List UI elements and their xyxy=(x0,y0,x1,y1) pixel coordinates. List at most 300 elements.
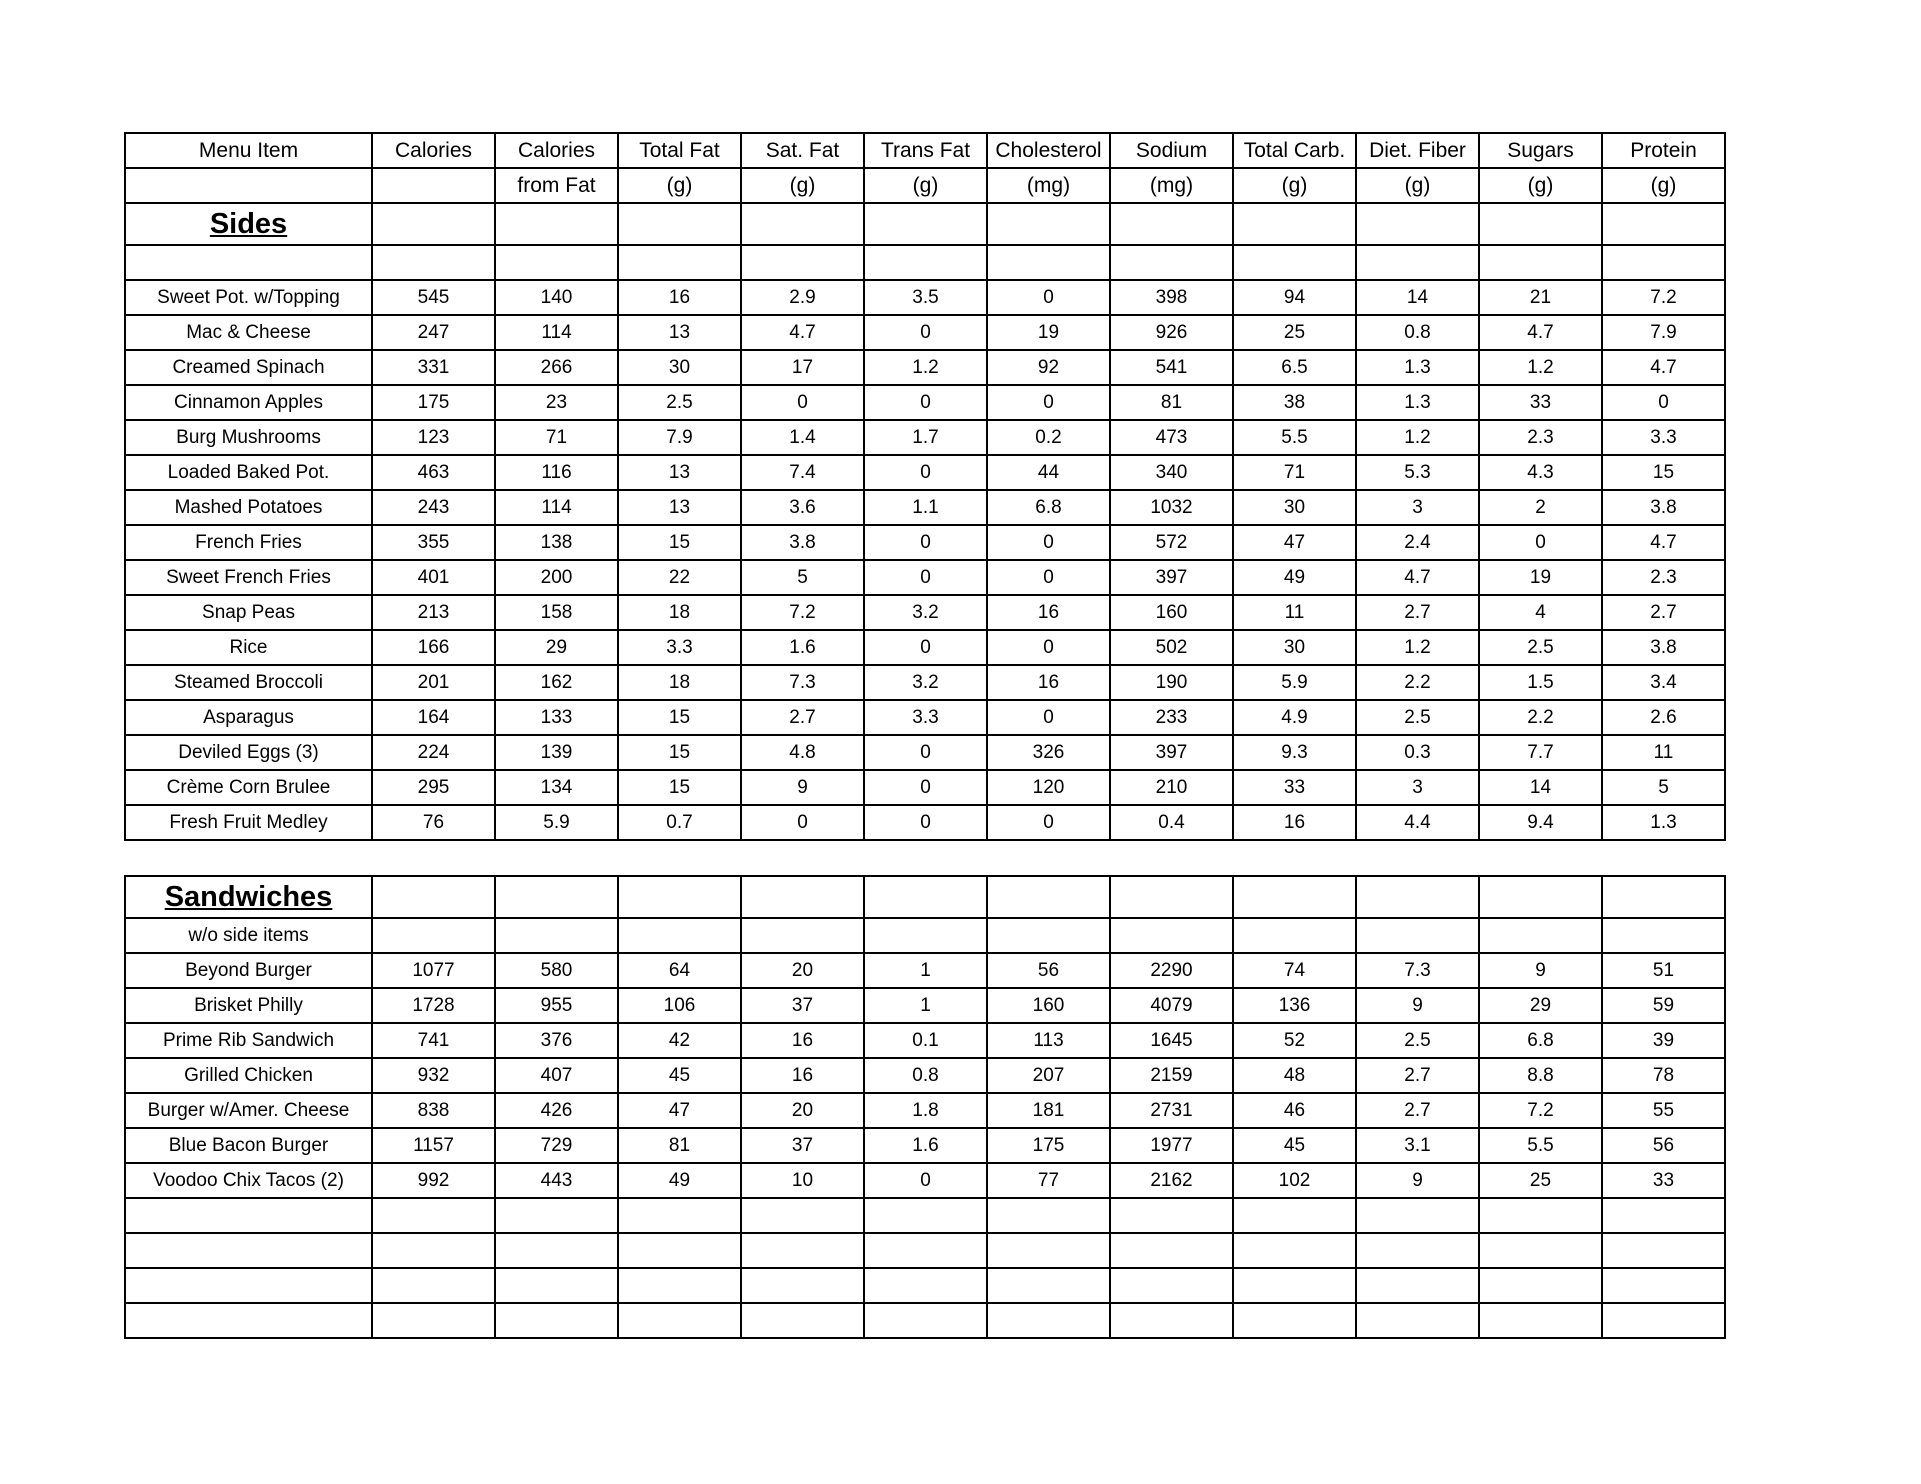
menu-item-name: Fresh Fruit Medley xyxy=(125,805,372,840)
empty-cell xyxy=(1110,203,1233,245)
empty-cell xyxy=(1479,1198,1602,1233)
nutrition-value: 0 xyxy=(864,385,987,420)
empty-cell xyxy=(987,1303,1110,1338)
nutrition-value: 64 xyxy=(618,953,741,988)
nutrition-value: 7.4 xyxy=(741,455,864,490)
empty-cell xyxy=(495,203,618,245)
table-row xyxy=(125,988,1725,1023)
nutrition-value: 3.3 xyxy=(864,700,987,735)
nutrition-value: 0 xyxy=(987,560,1110,595)
nutrition-value: 7.2 xyxy=(1602,280,1725,315)
empty-cell xyxy=(1602,1233,1725,1268)
nutrition-value: 30 xyxy=(618,350,741,385)
nutrition-value: 1.7 xyxy=(864,420,987,455)
nutrition-value: 0.8 xyxy=(864,1058,987,1093)
empty-cell xyxy=(372,1233,495,1268)
empty-cell xyxy=(372,1268,495,1303)
table-row xyxy=(125,490,1725,525)
nutrition-value: 1.2 xyxy=(1356,630,1479,665)
empty-cell xyxy=(864,1268,987,1303)
table-row xyxy=(125,1163,1725,1198)
nutrition-value: 3.8 xyxy=(741,525,864,560)
empty-cell xyxy=(1602,245,1725,280)
table-row xyxy=(125,770,1725,805)
nutrition-value: 37 xyxy=(741,1128,864,1163)
nutrition-value: 3.5 xyxy=(864,280,987,315)
empty-cell xyxy=(495,1198,618,1233)
nutrition-value: 94 xyxy=(1233,280,1356,315)
menu-item-name: Beyond Burger xyxy=(125,953,372,988)
nutrition-value: 2162 xyxy=(1110,1163,1233,1198)
menu-item-name: Creamed Spinach xyxy=(125,350,372,385)
nutrition-value: 18 xyxy=(618,595,741,630)
empty-cell xyxy=(987,1268,1110,1303)
empty-cell xyxy=(1233,1303,1356,1338)
nutrition-value: 401 xyxy=(372,560,495,595)
nutrition-value: 5.5 xyxy=(1479,1128,1602,1163)
nutrition-value: 224 xyxy=(372,735,495,770)
nutrition-value: 0 xyxy=(987,525,1110,560)
empty-cell xyxy=(864,203,987,245)
nutrition-value: 5.5 xyxy=(1233,420,1356,455)
empty-cell xyxy=(372,876,495,918)
nutrition-value: 2.4 xyxy=(1356,525,1479,560)
column-header: Diet. Fiber xyxy=(1356,133,1479,168)
nutrition-value: 4.3 xyxy=(1479,455,1602,490)
menu-item-name: Mashed Potatoes xyxy=(125,490,372,525)
nutrition-value: 3.8 xyxy=(1602,490,1725,525)
empty-cell xyxy=(1356,876,1479,918)
table-row xyxy=(125,525,1725,560)
empty-cell xyxy=(1356,1233,1479,1268)
nutrition-value: 45 xyxy=(618,1058,741,1093)
nutrition-value: 134 xyxy=(495,770,618,805)
table-row xyxy=(125,805,1725,840)
column-header: Menu Item xyxy=(125,133,372,168)
empty-cell xyxy=(864,245,987,280)
nutrition-value: 0 xyxy=(864,630,987,665)
nutrition-value: 4 xyxy=(1479,595,1602,630)
nutrition-value: 243 xyxy=(372,490,495,525)
menu-item-name: Blue Bacon Burger xyxy=(125,1128,372,1163)
nutrition-value: 1077 xyxy=(372,953,495,988)
nutrition-value: 29 xyxy=(1479,988,1602,1023)
nutrition-value: 932 xyxy=(372,1058,495,1093)
nutrition-value: 397 xyxy=(1110,560,1233,595)
nutrition-value: 16 xyxy=(1233,805,1356,840)
nutrition-value: 2159 xyxy=(1110,1058,1233,1093)
empty-cell xyxy=(618,876,741,918)
nutrition-value: 13 xyxy=(618,455,741,490)
nutrition-value: 16 xyxy=(987,665,1110,700)
nutrition-value: 9 xyxy=(741,770,864,805)
empty-cell xyxy=(1479,203,1602,245)
nutrition-value: 9 xyxy=(1479,953,1602,988)
nutrition-value: 1.2 xyxy=(1356,420,1479,455)
menu-item-name: Mac & Cheese xyxy=(125,315,372,350)
nutrition-value: 1.6 xyxy=(864,1128,987,1163)
empty-cell xyxy=(1110,245,1233,280)
nutrition-value: 25 xyxy=(1233,315,1356,350)
nutrition-value: 160 xyxy=(987,988,1110,1023)
empty-cell xyxy=(495,876,618,918)
nutrition-value: 2.7 xyxy=(1602,595,1725,630)
nutrition-value: 210 xyxy=(1110,770,1233,805)
nutrition-value: 473 xyxy=(1110,420,1233,455)
nutrition-value: 1.2 xyxy=(864,350,987,385)
table-row xyxy=(125,280,1725,315)
column-header: Calories xyxy=(372,133,495,168)
nutrition-value: 0 xyxy=(864,315,987,350)
nutrition-value: 331 xyxy=(372,350,495,385)
blank-row xyxy=(125,1268,1725,1303)
nutrition-value: 4.4 xyxy=(1356,805,1479,840)
nutrition-value: 160 xyxy=(1110,595,1233,630)
empty-cell xyxy=(125,1198,372,1233)
nutrition-value: 1032 xyxy=(1110,490,1233,525)
nutrition-value: 81 xyxy=(618,1128,741,1163)
nutrition-value: 376 xyxy=(495,1023,618,1058)
column-header xyxy=(125,168,372,203)
empty-cell xyxy=(125,245,372,280)
empty-cell xyxy=(1602,1303,1725,1338)
nutrition-value: 3.2 xyxy=(864,595,987,630)
column-header: Sat. Fat xyxy=(741,133,864,168)
empty-cell xyxy=(1602,876,1725,918)
nutrition-value: 56 xyxy=(1602,1128,1725,1163)
menu-item-name: Voodoo Chix Tacos (2) xyxy=(125,1163,372,1198)
column-header: (g) xyxy=(1356,168,1479,203)
nutrition-value: 11 xyxy=(1602,735,1725,770)
nutrition-value: 326 xyxy=(987,735,1110,770)
nutrition-value: 47 xyxy=(1233,525,1356,560)
sides-title xyxy=(125,203,372,245)
nutrition-value: 14 xyxy=(1356,280,1479,315)
nutrition-value: 16 xyxy=(618,280,741,315)
nutrition-value: 49 xyxy=(618,1163,741,1198)
nutrition-value: 17 xyxy=(741,350,864,385)
nutrition-value: 116 xyxy=(495,455,618,490)
nutrition-value: 4.7 xyxy=(1479,315,1602,350)
nutrition-value: 5.9 xyxy=(495,805,618,840)
nutrition-value: 2.7 xyxy=(1356,1093,1479,1128)
column-header: Protein xyxy=(1602,133,1725,168)
nutrition-value: 13 xyxy=(618,490,741,525)
empty-cell xyxy=(741,245,864,280)
empty-cell xyxy=(741,1303,864,1338)
nutrition-value: 0.4 xyxy=(1110,805,1233,840)
empty-cell xyxy=(1602,918,1725,953)
empty-cell xyxy=(1110,1198,1233,1233)
empty-cell xyxy=(1233,203,1356,245)
empty-cell xyxy=(1233,245,1356,280)
nutrition-value: 20 xyxy=(741,1093,864,1128)
section-title-row xyxy=(125,876,1725,918)
empty-cell xyxy=(1479,245,1602,280)
nutrition-value: 0.3 xyxy=(1356,735,1479,770)
nutrition-value: 175 xyxy=(372,385,495,420)
nutrition-value: 3 xyxy=(1356,770,1479,805)
table-row xyxy=(125,1058,1725,1093)
empty-cell xyxy=(618,1303,741,1338)
nutrition-value: 0 xyxy=(864,525,987,560)
empty-cell xyxy=(618,203,741,245)
empty-cell xyxy=(1233,1268,1356,1303)
nutrition-value: 0 xyxy=(864,735,987,770)
empty-cell xyxy=(495,245,618,280)
nutrition-value: 0 xyxy=(1479,525,1602,560)
menu-item-name: French Fries xyxy=(125,525,372,560)
empty-cell xyxy=(741,1198,864,1233)
nutrition-value: 2 xyxy=(1479,490,1602,525)
nutrition-value: 0.2 xyxy=(987,420,1110,455)
sides-table xyxy=(124,132,1726,841)
nutrition-value: 8.8 xyxy=(1479,1058,1602,1093)
nutrition-value: 9.3 xyxy=(1233,735,1356,770)
nutrition-value: 38 xyxy=(1233,385,1356,420)
nutrition-value: 162 xyxy=(495,665,618,700)
nutrition-value: 0.1 xyxy=(864,1023,987,1058)
nutrition-value: 5 xyxy=(1602,770,1725,805)
menu-item-name: Deviled Eggs (3) xyxy=(125,735,372,770)
nutrition-value: 0 xyxy=(864,805,987,840)
nutrition-value: 48 xyxy=(1233,1058,1356,1093)
menu-item-name: Asparagus xyxy=(125,700,372,735)
table-row xyxy=(125,735,1725,770)
nutrition-value: 139 xyxy=(495,735,618,770)
nutrition-value: 247 xyxy=(372,315,495,350)
nutrition-value: 2.6 xyxy=(1602,700,1725,735)
nutrition-value: 52 xyxy=(1233,1023,1356,1058)
empty-cell xyxy=(1110,1268,1233,1303)
sandwiches-subtitle: w/o side items xyxy=(125,918,372,953)
nutrition-value: 1.6 xyxy=(741,630,864,665)
menu-item-name: Grilled Chicken xyxy=(125,1058,372,1093)
column-header: (g) xyxy=(1602,168,1725,203)
menu-item-name: Crème Corn Brulee xyxy=(125,770,372,805)
empty-cell xyxy=(495,1233,618,1268)
table-row xyxy=(125,700,1725,735)
nutrition-value: 0 xyxy=(864,770,987,805)
empty-cell xyxy=(1479,876,1602,918)
nutrition-value: 213 xyxy=(372,595,495,630)
column-header: (mg) xyxy=(987,168,1110,203)
nutrition-value: 56 xyxy=(987,953,1110,988)
nutrition-value: 2.7 xyxy=(741,700,864,735)
nutrition-value: 2.3 xyxy=(1602,560,1725,595)
menu-item-name: Steamed Broccoli xyxy=(125,665,372,700)
column-header: Sugars xyxy=(1479,133,1602,168)
menu-item-name: Loaded Baked Pot. xyxy=(125,455,372,490)
empty-cell xyxy=(372,1303,495,1338)
nutrition-value: 16 xyxy=(987,595,1110,630)
nutrition-value: 1157 xyxy=(372,1128,495,1163)
nutrition-value: 0 xyxy=(741,805,864,840)
nutrition-value: 0 xyxy=(987,385,1110,420)
nutrition-value: 14 xyxy=(1479,770,1602,805)
nutrition-value: 1.8 xyxy=(864,1093,987,1128)
table-row xyxy=(125,1128,1725,1163)
nutrition-value: 2.7 xyxy=(1356,595,1479,630)
menu-item-name: Cinnamon Apples xyxy=(125,385,372,420)
nutrition-value: 0 xyxy=(987,700,1110,735)
nutrition-value: 51 xyxy=(1602,953,1725,988)
table-row xyxy=(125,315,1725,350)
nutrition-value: 1.5 xyxy=(1479,665,1602,700)
sides-heading: Sides xyxy=(209,207,288,240)
header-row xyxy=(125,168,1725,203)
empty-cell xyxy=(987,203,1110,245)
column-header: Sodium xyxy=(1110,133,1233,168)
nutrition-value: 166 xyxy=(372,630,495,665)
nutrition-value: 443 xyxy=(495,1163,618,1198)
table-row xyxy=(125,595,1725,630)
nutrition-value: 18 xyxy=(618,665,741,700)
nutrition-value: 29 xyxy=(495,630,618,665)
nutrition-value: 741 xyxy=(372,1023,495,1058)
nutrition-value: 4079 xyxy=(1110,988,1233,1023)
nutrition-value: 340 xyxy=(1110,455,1233,490)
nutrition-value: 16 xyxy=(741,1023,864,1058)
empty-cell xyxy=(864,1233,987,1268)
nutrition-value: 44 xyxy=(987,455,1110,490)
nutrition-value: 123 xyxy=(372,420,495,455)
nutrition-value: 0 xyxy=(1602,385,1725,420)
nutrition-value: 0 xyxy=(987,805,1110,840)
nutrition-value: 21 xyxy=(1479,280,1602,315)
nutrition-value: 19 xyxy=(1479,560,1602,595)
nutrition-value: 580 xyxy=(495,953,618,988)
empty-cell xyxy=(495,1303,618,1338)
empty-cell xyxy=(741,1233,864,1268)
empty-cell xyxy=(372,245,495,280)
nutrition-value: 120 xyxy=(987,770,1110,805)
nutrition-value: 30 xyxy=(1233,630,1356,665)
menu-item-name: Rice xyxy=(125,630,372,665)
nutrition-value: 3.1 xyxy=(1356,1128,1479,1163)
empty-cell xyxy=(864,1303,987,1338)
nutrition-value: 1.3 xyxy=(1356,385,1479,420)
empty-cell xyxy=(1233,876,1356,918)
nutrition-value: 22 xyxy=(618,560,741,595)
empty-cell xyxy=(372,918,495,953)
nutrition-value: 2.5 xyxy=(1479,630,1602,665)
nutrition-value: 1.3 xyxy=(1602,805,1725,840)
empty-cell xyxy=(864,918,987,953)
nutrition-value: 9 xyxy=(1356,988,1479,1023)
nutrition-value: 59 xyxy=(1602,988,1725,1023)
empty-cell xyxy=(741,203,864,245)
nutrition-value: 49 xyxy=(1233,560,1356,595)
empty-cell xyxy=(618,1268,741,1303)
empty-cell xyxy=(864,876,987,918)
nutrition-value: 23 xyxy=(495,385,618,420)
empty-cell xyxy=(125,1303,372,1338)
nutrition-value: 1977 xyxy=(1110,1128,1233,1163)
nutrition-value: 9 xyxy=(1356,1163,1479,1198)
nutrition-value: 7.2 xyxy=(1479,1093,1602,1128)
column-header: (g) xyxy=(741,168,864,203)
column-header: Total Carb. xyxy=(1233,133,1356,168)
table-row xyxy=(125,1023,1725,1058)
empty-cell xyxy=(1110,1303,1233,1338)
empty-cell xyxy=(1356,1303,1479,1338)
nutrition-value: 4.7 xyxy=(741,315,864,350)
nutrition-value: 407 xyxy=(495,1058,618,1093)
empty-cell xyxy=(1356,1198,1479,1233)
nutrition-value: 7.3 xyxy=(1356,953,1479,988)
nutrition-value: 71 xyxy=(1233,455,1356,490)
empty-cell xyxy=(1110,918,1233,953)
nutrition-value: 46 xyxy=(1233,1093,1356,1128)
nutrition-value: 77 xyxy=(987,1163,1110,1198)
nutrition-value: 42 xyxy=(618,1023,741,1058)
empty-cell xyxy=(618,1233,741,1268)
nutrition-value: 76 xyxy=(372,805,495,840)
nutrition-value: 2.9 xyxy=(741,280,864,315)
empty-cell xyxy=(1479,918,1602,953)
nutrition-value: 30 xyxy=(1233,490,1356,525)
nutrition-value: 0.8 xyxy=(1356,315,1479,350)
nutrition-value: 74 xyxy=(1233,953,1356,988)
empty-cell xyxy=(1602,1198,1725,1233)
nutrition-value: 7.3 xyxy=(741,665,864,700)
nutrition-value: 33 xyxy=(1233,770,1356,805)
nutrition-value: 2.5 xyxy=(618,385,741,420)
nutrition-value: 47 xyxy=(618,1093,741,1128)
nutrition-sheet xyxy=(124,132,1726,1339)
nutrition-value: 1.3 xyxy=(1356,350,1479,385)
nutrition-value: 164 xyxy=(372,700,495,735)
nutrition-value: 2731 xyxy=(1110,1093,1233,1128)
nutrition-value: 1.1 xyxy=(864,490,987,525)
empty-cell xyxy=(1233,1198,1356,1233)
nutrition-value: 33 xyxy=(1479,385,1602,420)
empty-cell xyxy=(1356,245,1479,280)
empty-cell xyxy=(987,1198,1110,1233)
empty-cell xyxy=(1233,1233,1356,1268)
menu-item-name: Sweet French Fries xyxy=(125,560,372,595)
table-row xyxy=(125,455,1725,490)
nutrition-value: 9.4 xyxy=(1479,805,1602,840)
empty-cell xyxy=(618,1198,741,1233)
empty-cell xyxy=(987,876,1110,918)
table-row xyxy=(125,350,1725,385)
nutrition-value: 6.8 xyxy=(987,490,1110,525)
nutrition-value: 15 xyxy=(618,770,741,805)
sandwiches-title xyxy=(125,876,372,918)
section-gap xyxy=(124,841,1726,875)
blank-row xyxy=(125,1233,1725,1268)
nutrition-value: 3 xyxy=(1356,490,1479,525)
table-row xyxy=(125,1093,1725,1128)
nutrition-value: 0 xyxy=(741,385,864,420)
nutrition-value: 114 xyxy=(495,490,618,525)
column-header: Total Fat xyxy=(618,133,741,168)
nutrition-value: 4.9 xyxy=(1233,700,1356,735)
nutrition-value: 2290 xyxy=(1110,953,1233,988)
nutrition-value: 15 xyxy=(618,700,741,735)
nutrition-value: 233 xyxy=(1110,700,1233,735)
nutrition-value: 3.3 xyxy=(618,630,741,665)
nutrition-value: 266 xyxy=(495,350,618,385)
table-row xyxy=(125,420,1725,455)
nutrition-value: 5.3 xyxy=(1356,455,1479,490)
nutrition-value: 13 xyxy=(618,315,741,350)
empty-cell xyxy=(987,245,1110,280)
nutrition-value: 200 xyxy=(495,560,618,595)
nutrition-value: 3.6 xyxy=(741,490,864,525)
